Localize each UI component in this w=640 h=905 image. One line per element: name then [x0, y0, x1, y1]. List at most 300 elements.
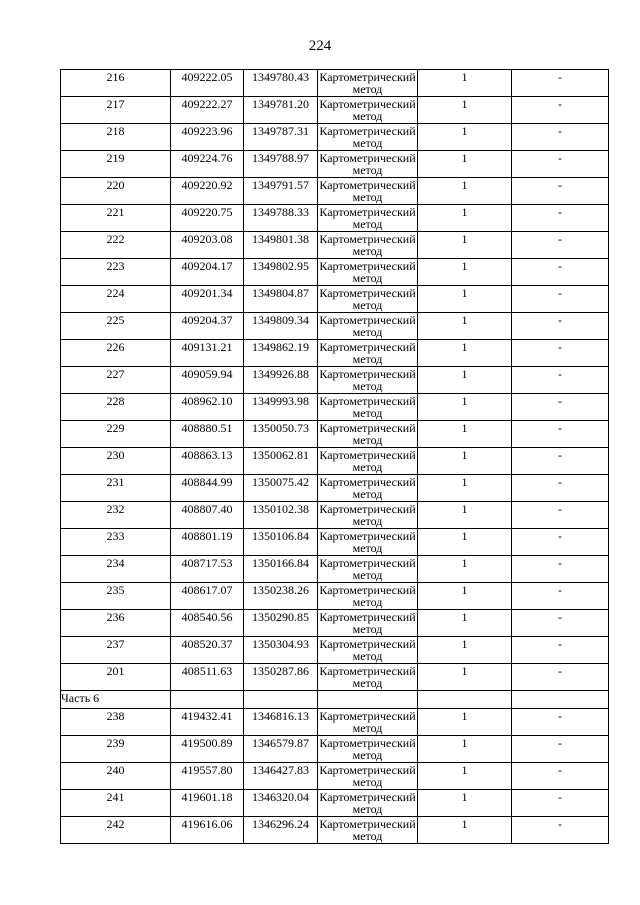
description-cell — [512, 763, 609, 790]
method-cell — [318, 736, 418, 763]
description-cell-text: - — [558, 367, 562, 381]
point-number-cell — [61, 502, 171, 529]
description-cell-text: - — [558, 205, 562, 219]
point-number-cell — [61, 448, 171, 475]
description-cell-text: - — [558, 664, 562, 678]
description-cell-text: - — [558, 70, 562, 84]
accuracy-cell — [418, 448, 512, 475]
description-cell — [512, 448, 609, 475]
accuracy-cell — [418, 421, 512, 448]
accuracy-cell-text: 1 — [461, 610, 468, 624]
point-number-cell-text: 220 — [106, 178, 125, 192]
y-coordinate-cell-text: 1346816.13 — [252, 709, 309, 723]
table-row — [61, 259, 609, 286]
coordinates-table-body — [61, 70, 609, 844]
point-number-cell-text: 239 — [106, 736, 125, 750]
y-coordinate-cell-text: 1350287.86 — [252, 664, 309, 678]
point-number-cell — [61, 421, 171, 448]
x-coordinate-cell-text: 409131.21 — [181, 340, 233, 354]
x-coordinate-cell — [171, 529, 244, 556]
y-coordinate-cell-text: 1350075.42 — [252, 475, 309, 489]
table-row — [61, 178, 609, 205]
x-coordinate-cell — [171, 763, 244, 790]
y-coordinate-cell — [244, 817, 318, 844]
x-coordinate-cell — [171, 421, 244, 448]
accuracy-cell-text: 1 — [461, 232, 468, 246]
coordinates-table — [60, 69, 609, 844]
x-coordinate-cell — [171, 556, 244, 583]
method-cell — [318, 367, 418, 394]
y-coordinate-cell-text: 1349993.98 — [252, 394, 309, 408]
accuracy-cell-text: 1 — [461, 709, 468, 723]
accuracy-cell-text: 1 — [461, 205, 468, 219]
y-coordinate-cell-text: 1346296.24 — [252, 817, 309, 831]
table-row — [61, 763, 609, 790]
section-label: Часть 6 — [61, 691, 100, 705]
table-row — [61, 736, 609, 763]
accuracy-cell-text: 1 — [461, 817, 468, 831]
point-number-cell — [61, 664, 171, 691]
y-coordinate-cell-text: 1346427.83 — [252, 763, 309, 777]
method-cell-text: Картометрический метод — [319, 709, 416, 735]
x-coordinate-cell — [171, 394, 244, 421]
method-cell — [318, 610, 418, 637]
description-cell-text: - — [558, 502, 562, 516]
table-row — [61, 97, 609, 124]
accuracy-cell — [418, 556, 512, 583]
table-row — [61, 286, 609, 313]
description-cell-text: - — [558, 790, 562, 804]
x-coordinate-cell — [171, 151, 244, 178]
point-number-cell-text: 225 — [106, 313, 125, 327]
accuracy-cell — [418, 205, 512, 232]
accuracy-cell — [418, 475, 512, 502]
x-coordinate-cell-text: 419432.41 — [181, 709, 233, 723]
description-cell — [512, 610, 609, 637]
x-coordinate-cell-text: 408807.40 — [181, 502, 233, 516]
accuracy-cell — [418, 259, 512, 286]
method-cell-text: Картометрический метод — [319, 529, 416, 555]
point-number-cell-text: 238 — [106, 709, 125, 723]
description-cell — [512, 421, 609, 448]
x-coordinate-cell — [171, 205, 244, 232]
description-cell-text: - — [558, 709, 562, 723]
point-number-cell-text: 228 — [106, 394, 125, 408]
accuracy-cell-text: 1 — [461, 259, 468, 273]
y-coordinate-cell-text: 1349809.34 — [252, 313, 309, 327]
description-cell-text: - — [558, 151, 562, 165]
method-cell-text: Картометрический метод — [319, 205, 416, 231]
table-row — [61, 205, 609, 232]
y-coordinate-cell-text: 1349862.19 — [252, 340, 309, 354]
x-coordinate-cell-text: 409224.76 — [181, 151, 233, 165]
method-cell-text: Картометрический метод — [319, 178, 416, 204]
empty-cell — [318, 691, 418, 709]
x-coordinate-cell-text: 408520.37 — [181, 637, 233, 651]
x-coordinate-cell — [171, 637, 244, 664]
table-row — [61, 556, 609, 583]
point-number-cell — [61, 205, 171, 232]
point-number-cell — [61, 790, 171, 817]
x-coordinate-cell-text: 419500.89 — [181, 736, 233, 750]
accuracy-cell-text: 1 — [461, 502, 468, 516]
description-cell — [512, 286, 609, 313]
accuracy-cell — [418, 709, 512, 736]
point-number-cell-text: 241 — [106, 790, 125, 804]
description-cell-text: - — [558, 583, 562, 597]
accuracy-cell-text: 1 — [461, 475, 468, 489]
method-cell-text: Картометрический метод — [319, 502, 416, 528]
x-coordinate-cell-text: 408844.99 — [181, 475, 233, 489]
accuracy-cell — [418, 736, 512, 763]
method-cell-text: Картометрический метод — [319, 790, 416, 816]
point-number-cell-text: 236 — [106, 610, 125, 624]
description-cell — [512, 340, 609, 367]
y-coordinate-cell — [244, 448, 318, 475]
point-number-cell — [61, 313, 171, 340]
x-coordinate-cell — [171, 475, 244, 502]
y-coordinate-cell-text: 1350290.85 — [252, 610, 309, 624]
description-cell — [512, 367, 609, 394]
description-cell-text: - — [558, 97, 562, 111]
method-cell — [318, 151, 418, 178]
description-cell-text: - — [558, 421, 562, 435]
accuracy-cell — [418, 583, 512, 610]
method-cell-text: Картометрический метод — [319, 610, 416, 636]
accuracy-cell — [418, 178, 512, 205]
description-cell-text: - — [558, 529, 562, 543]
empty-cell — [512, 691, 609, 709]
table-row — [61, 367, 609, 394]
y-coordinate-cell — [244, 178, 318, 205]
accuracy-cell-text: 1 — [461, 421, 468, 435]
method-cell-text: Картометрический метод — [319, 313, 416, 339]
point-number-cell — [61, 340, 171, 367]
x-coordinate-cell — [171, 736, 244, 763]
x-coordinate-cell — [171, 286, 244, 313]
method-cell-text: Картометрический метод — [319, 340, 416, 366]
method-cell — [318, 124, 418, 151]
y-coordinate-cell — [244, 70, 318, 97]
table-row — [61, 421, 609, 448]
y-coordinate-cell-text: 1350166.84 — [252, 556, 309, 570]
description-cell — [512, 817, 609, 844]
y-coordinate-cell — [244, 790, 318, 817]
y-coordinate-cell — [244, 313, 318, 340]
y-coordinate-cell — [244, 664, 318, 691]
x-coordinate-cell — [171, 313, 244, 340]
accuracy-cell-text: 1 — [461, 583, 468, 597]
table-row — [61, 151, 609, 178]
y-coordinate-cell — [244, 394, 318, 421]
description-cell-text: - — [558, 448, 562, 462]
accuracy-cell-text: 1 — [461, 70, 468, 84]
accuracy-cell-text: 1 — [461, 763, 468, 777]
y-coordinate-cell — [244, 232, 318, 259]
x-coordinate-cell-text: 409203.08 — [181, 232, 233, 246]
description-cell-text: - — [558, 178, 562, 192]
method-cell — [318, 709, 418, 736]
point-number-cell — [61, 70, 171, 97]
method-cell-text: Картометрический метод — [319, 637, 416, 663]
accuracy-cell — [418, 367, 512, 394]
description-cell-text: - — [558, 286, 562, 300]
accuracy-cell — [418, 70, 512, 97]
method-cell-text: Картометрический метод — [319, 583, 416, 609]
method-cell — [318, 421, 418, 448]
y-coordinate-cell — [244, 124, 318, 151]
x-coordinate-cell-text: 408962.10 — [181, 394, 233, 408]
method-cell — [318, 313, 418, 340]
accuracy-cell — [418, 817, 512, 844]
y-coordinate-cell-text: 1350304.93 — [252, 637, 309, 651]
method-cell-text: Картометрический метод — [319, 97, 416, 123]
y-coordinate-cell-text: 1349788.33 — [252, 205, 309, 219]
method-cell-text: Картометрический метод — [319, 151, 416, 177]
description-cell — [512, 790, 609, 817]
description-cell — [512, 97, 609, 124]
y-coordinate-cell-text: 1349781.20 — [252, 97, 309, 111]
method-cell — [318, 637, 418, 664]
method-cell-text: Картометрический метод — [319, 664, 416, 690]
point-number-cell — [61, 763, 171, 790]
accuracy-cell-text: 1 — [461, 340, 468, 354]
method-cell — [318, 70, 418, 97]
y-coordinate-cell — [244, 205, 318, 232]
point-number-cell — [61, 124, 171, 151]
x-coordinate-cell-text: 419616.06 — [181, 817, 233, 831]
table-row — [61, 313, 609, 340]
method-cell-text: Картометрический метод — [319, 475, 416, 501]
x-coordinate-cell — [171, 259, 244, 286]
accuracy-cell-text: 1 — [461, 394, 468, 408]
accuracy-cell-text: 1 — [461, 664, 468, 678]
point-number-cell-text: 217 — [106, 97, 125, 111]
accuracy-cell-text: 1 — [461, 637, 468, 651]
accuracy-cell-text: 1 — [461, 97, 468, 111]
description-cell — [512, 394, 609, 421]
description-cell-text: - — [558, 124, 562, 138]
point-number-cell — [61, 709, 171, 736]
description-cell-text: - — [558, 736, 562, 750]
point-number-cell-text: 230 — [106, 448, 125, 462]
y-coordinate-cell — [244, 502, 318, 529]
accuracy-cell — [418, 790, 512, 817]
y-coordinate-cell — [244, 367, 318, 394]
x-coordinate-cell-text: 409222.05 — [181, 70, 233, 84]
x-coordinate-cell — [171, 448, 244, 475]
point-number-cell-text: 218 — [106, 124, 125, 138]
table-row — [61, 448, 609, 475]
point-number-cell-text: 224 — [106, 286, 125, 300]
point-number-cell — [61, 736, 171, 763]
method-cell — [318, 763, 418, 790]
y-coordinate-cell — [244, 259, 318, 286]
method-cell — [318, 502, 418, 529]
accuracy-cell-text: 1 — [461, 448, 468, 462]
y-coordinate-cell — [244, 736, 318, 763]
method-cell — [318, 178, 418, 205]
y-coordinate-cell-text: 1349926.88 — [252, 367, 309, 381]
description-cell-text: - — [558, 637, 562, 651]
method-cell — [318, 817, 418, 844]
point-number-cell — [61, 367, 171, 394]
point-number-cell — [61, 151, 171, 178]
empty-cell — [244, 691, 318, 709]
accuracy-cell — [418, 394, 512, 421]
description-cell-text: - — [558, 817, 562, 831]
y-coordinate-cell — [244, 340, 318, 367]
y-coordinate-cell-text: 1349801.38 — [252, 232, 309, 246]
point-number-cell — [61, 178, 171, 205]
description-cell — [512, 502, 609, 529]
point-number-cell-text: 233 — [106, 529, 125, 543]
x-coordinate-cell-text: 419557.80 — [181, 763, 233, 777]
y-coordinate-cell — [244, 709, 318, 736]
method-cell — [318, 340, 418, 367]
table-row — [61, 583, 609, 610]
description-cell — [512, 736, 609, 763]
method-cell-text: Картометрический метод — [319, 367, 416, 393]
y-coordinate-cell — [244, 97, 318, 124]
description-cell-text: - — [558, 259, 562, 273]
table-row — [61, 340, 609, 367]
accuracy-cell — [418, 313, 512, 340]
table-row — [61, 502, 609, 529]
table-row — [61, 394, 609, 421]
x-coordinate-cell-text: 408540.56 — [181, 610, 233, 624]
point-number-cell-text: 240 — [106, 763, 125, 777]
x-coordinate-cell — [171, 178, 244, 205]
point-number-cell — [61, 259, 171, 286]
point-number-cell-text: 226 — [106, 340, 125, 354]
description-cell-text: - — [558, 313, 562, 327]
y-coordinate-cell-text: 1349804.87 — [252, 286, 309, 300]
section-label-cell — [61, 691, 171, 709]
description-cell — [512, 556, 609, 583]
accuracy-cell-text: 1 — [461, 790, 468, 804]
table-row — [61, 790, 609, 817]
y-coordinate-cell — [244, 151, 318, 178]
empty-cell — [418, 691, 512, 709]
point-number-cell — [61, 637, 171, 664]
y-coordinate-cell — [244, 475, 318, 502]
accuracy-cell-text: 1 — [461, 736, 468, 750]
point-number-cell-text: 201 — [106, 664, 125, 678]
table-row — [61, 70, 609, 97]
accuracy-cell-text: 1 — [461, 286, 468, 300]
description-cell — [512, 178, 609, 205]
x-coordinate-cell — [171, 583, 244, 610]
accuracy-cell — [418, 763, 512, 790]
accuracy-cell-text: 1 — [461, 313, 468, 327]
description-cell-text: - — [558, 556, 562, 570]
y-coordinate-cell-text: 1350050.73 — [252, 421, 309, 435]
x-coordinate-cell-text: 408511.63 — [181, 664, 233, 678]
y-coordinate-cell — [244, 763, 318, 790]
method-cell — [318, 394, 418, 421]
description-cell-text: - — [558, 340, 562, 354]
x-coordinate-cell — [171, 610, 244, 637]
point-number-cell — [61, 556, 171, 583]
method-cell-text: Картометрический метод — [319, 70, 416, 96]
accuracy-cell-text: 1 — [461, 556, 468, 570]
point-number-cell-text: 232 — [106, 502, 125, 516]
table-row — [61, 529, 609, 556]
method-cell — [318, 232, 418, 259]
method-cell-text: Картометрический метод — [319, 421, 416, 447]
x-coordinate-cell-text: 419601.18 — [181, 790, 233, 804]
x-coordinate-cell — [171, 367, 244, 394]
accuracy-cell — [418, 124, 512, 151]
method-cell-text: Картометрический метод — [319, 394, 416, 420]
table-row — [61, 475, 609, 502]
x-coordinate-cell — [171, 340, 244, 367]
method-cell-text: Картометрический метод — [319, 817, 416, 843]
description-cell — [512, 259, 609, 286]
accuracy-cell — [418, 151, 512, 178]
method-cell-text: Картометрический метод — [319, 286, 416, 312]
method-cell — [318, 475, 418, 502]
accuracy-cell — [418, 232, 512, 259]
description-cell — [512, 475, 609, 502]
method-cell — [318, 286, 418, 313]
accuracy-cell — [418, 97, 512, 124]
method-cell-text: Картометрический метод — [319, 736, 416, 762]
description-cell — [512, 529, 609, 556]
method-cell-text: Картометрический метод — [319, 448, 416, 474]
method-cell-text: Картометрический метод — [319, 259, 416, 285]
y-coordinate-cell-text: 1349788.97 — [252, 151, 309, 165]
description-cell — [512, 313, 609, 340]
point-number-cell — [61, 583, 171, 610]
accuracy-cell — [418, 610, 512, 637]
y-coordinate-cell — [244, 556, 318, 583]
method-cell-text: Картометрический метод — [319, 763, 416, 789]
y-coordinate-cell — [244, 583, 318, 610]
method-cell — [318, 97, 418, 124]
x-coordinate-cell-text: 408801.19 — [181, 529, 233, 543]
description-cell-text: - — [558, 394, 562, 408]
x-coordinate-cell — [171, 790, 244, 817]
x-coordinate-cell-text: 408863.13 — [181, 448, 233, 462]
description-cell — [512, 151, 609, 178]
point-number-cell-text: 222 — [106, 232, 125, 246]
y-coordinate-cell-text: 1349780.43 — [252, 70, 309, 84]
accuracy-cell-text: 1 — [461, 124, 468, 138]
x-coordinate-cell — [171, 502, 244, 529]
accuracy-cell — [418, 340, 512, 367]
y-coordinate-cell-text: 1350062.81 — [252, 448, 309, 462]
y-coordinate-cell-text: 1346579.87 — [252, 736, 309, 750]
method-cell — [318, 664, 418, 691]
point-number-cell-text: 242 — [106, 817, 125, 831]
x-coordinate-cell-text: 409220.75 — [181, 205, 233, 219]
point-number-cell — [61, 475, 171, 502]
empty-cell — [171, 691, 244, 709]
x-coordinate-cell-text: 409204.17 — [181, 259, 233, 273]
x-coordinate-cell-text: 409059.94 — [181, 367, 233, 381]
point-number-cell-text: 219 — [106, 151, 125, 165]
x-coordinate-cell-text: 409222.27 — [181, 97, 233, 111]
method-cell — [318, 448, 418, 475]
table-row — [61, 637, 609, 664]
description-cell — [512, 70, 609, 97]
method-cell-text: Картометрический метод — [319, 124, 416, 150]
table-row — [61, 664, 609, 691]
x-coordinate-cell-text: 409201.34 — [181, 286, 233, 300]
point-number-cell — [61, 232, 171, 259]
